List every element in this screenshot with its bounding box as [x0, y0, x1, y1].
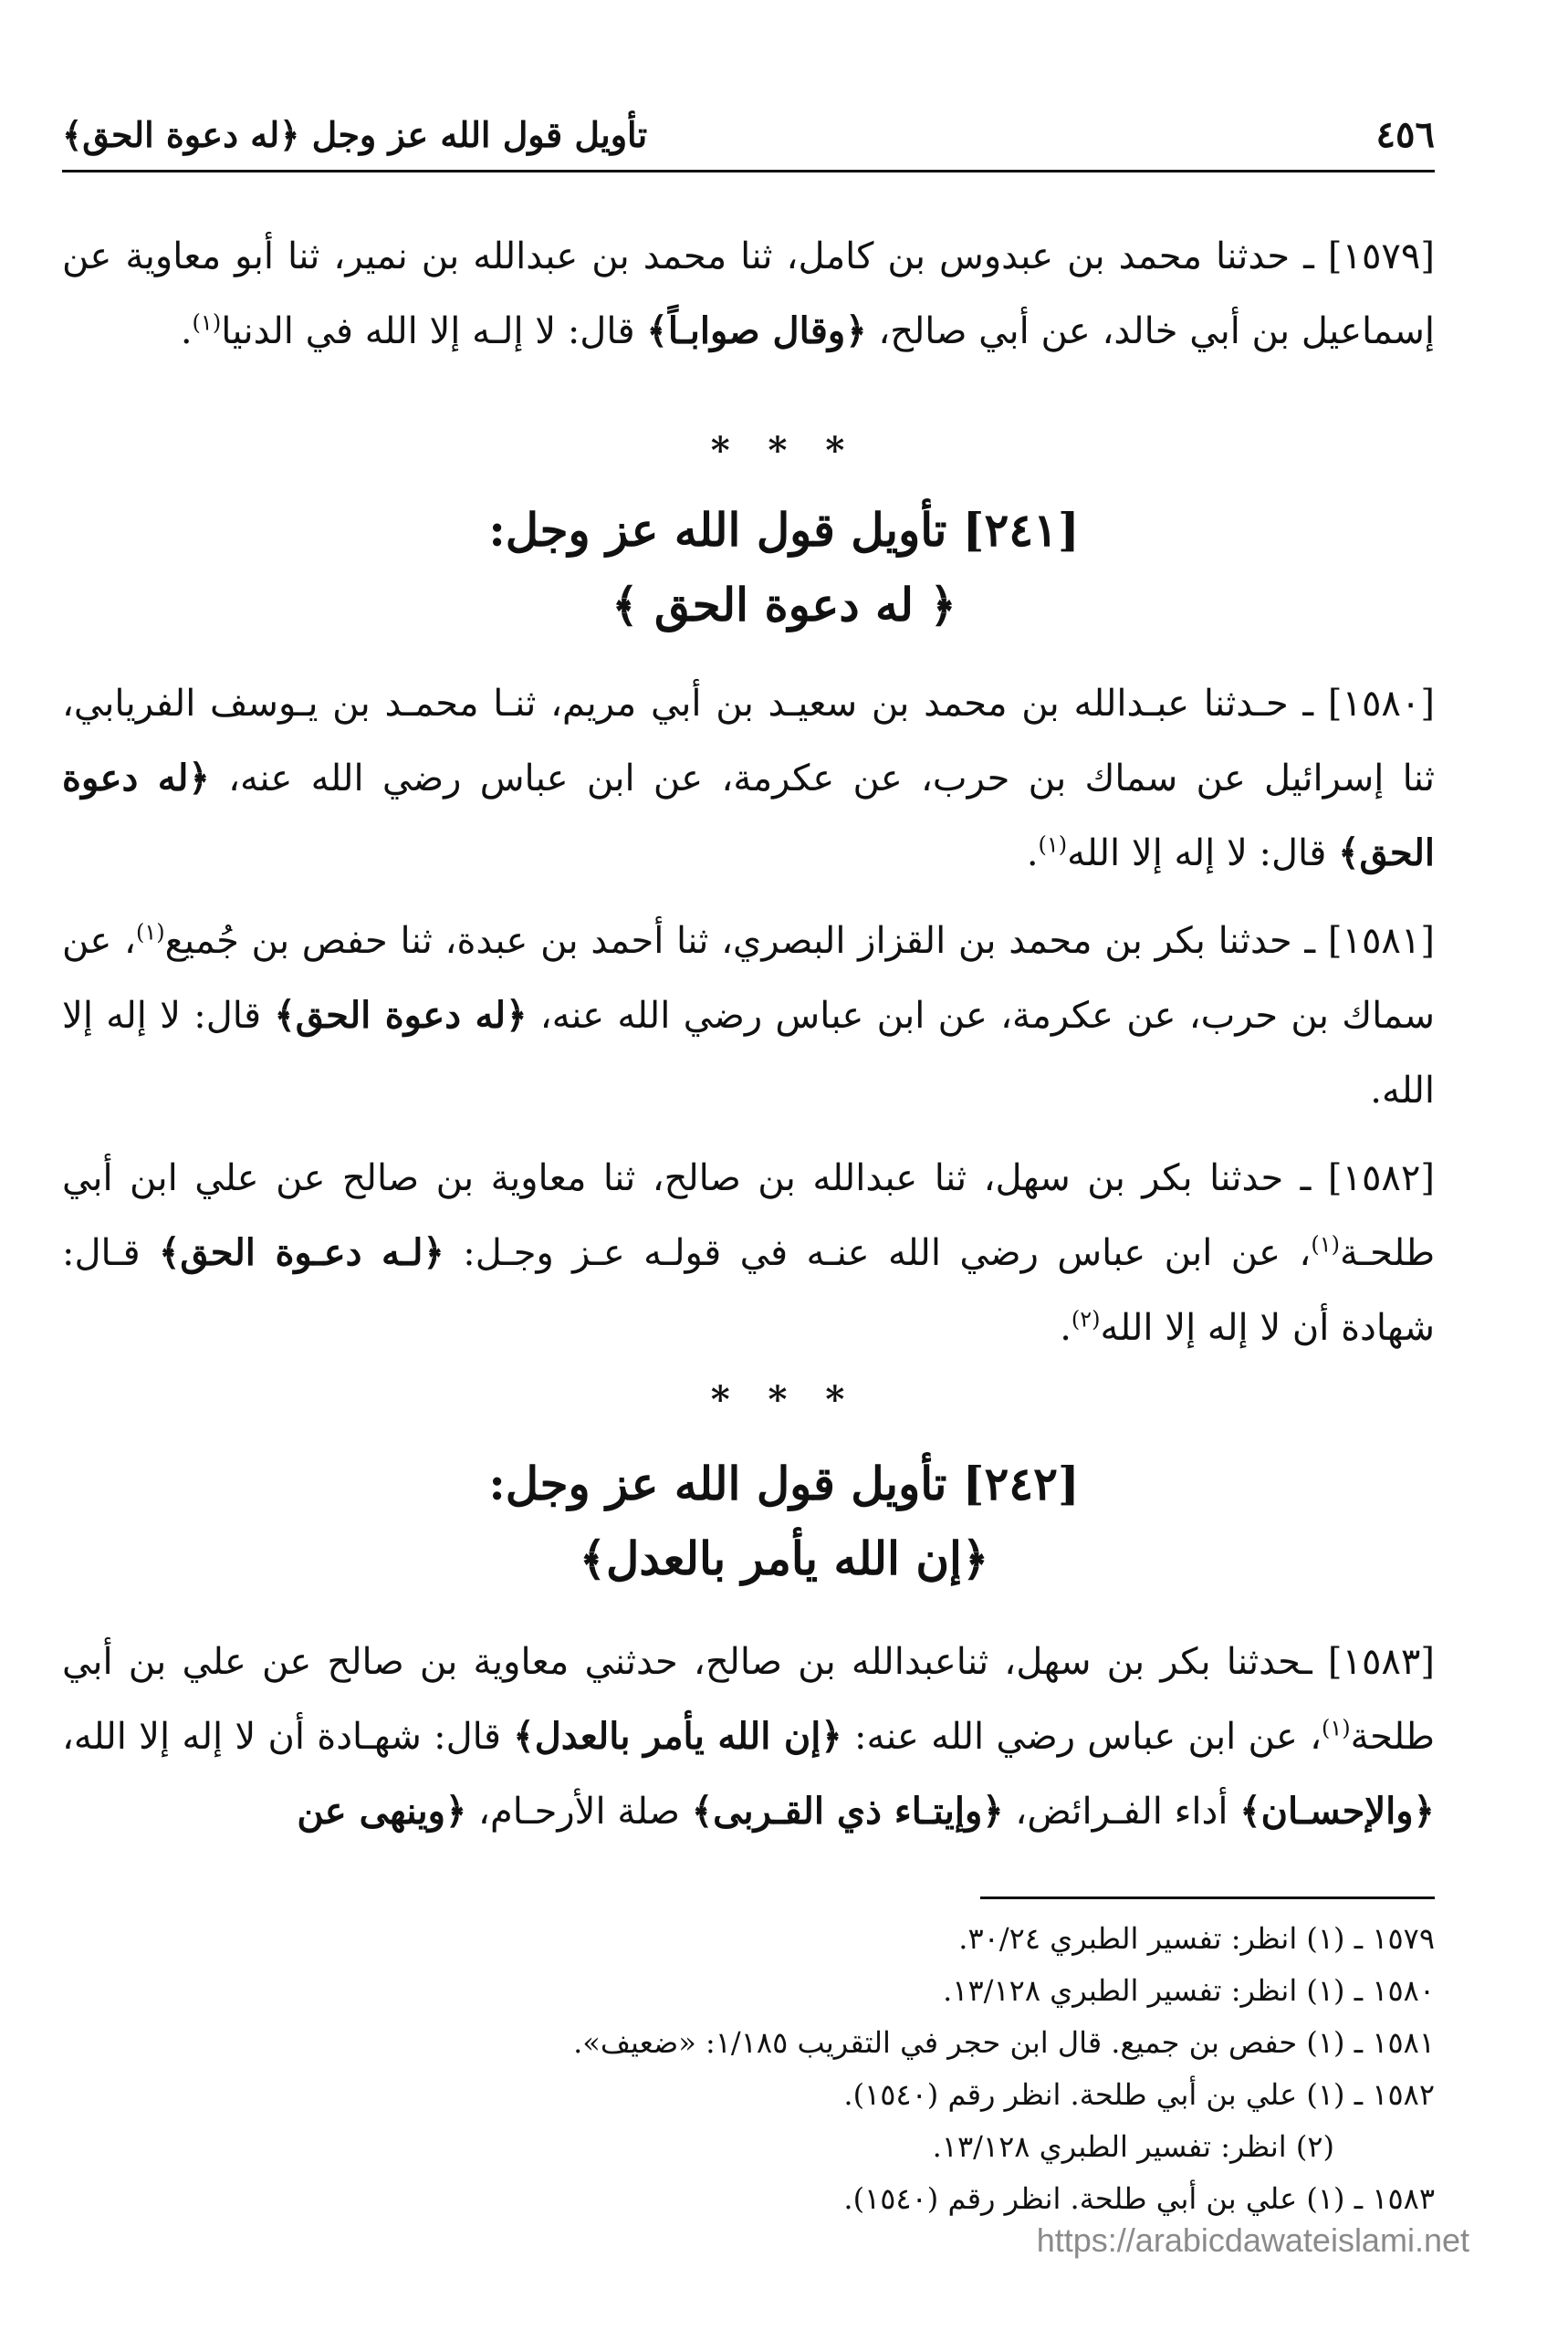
footnote-marker: (١): [1322, 1715, 1351, 1741]
chapter-title: [٢٤٢] تأويل قول الله عز وجل:: [488, 1457, 1080, 1510]
hadith-entry-1581: [62, 904, 1435, 1128]
quran-quote: ﴿إن الله يأمر بالعدل﴾: [513, 1715, 842, 1758]
footnote-line: (٢) انظر: تفسير الطبري ١٣/١٢٨.: [932, 2129, 1334, 2164]
entry-number: [١٥٨١]: [1327, 920, 1435, 962]
quran-quote: ﴿له دعوة الحق﴾: [274, 994, 528, 1037]
footnote-line: ١٥٨٠ ـ (١) انظر: تفسير الطبري ١٣/١٢٨.: [943, 1973, 1435, 2008]
entry-text: ـ حدثنا بكر بن محمد بن القزاز البصري، ثنا أحمد بن عبدة، ثنا حفص بن جُميع: [164, 920, 1328, 962]
entry-number: [١٥٨٠]: [1327, 683, 1435, 725]
page-number: ٤٥٦: [1375, 112, 1435, 156]
hadith-entry-1583: [62, 1625, 1435, 1849]
section-separator: * * *: [710, 429, 858, 472]
chapter-title: [٢٤١] تأويل قول الله عز وجل:: [488, 503, 1080, 557]
entry-number: [١٥٨٢]: [1327, 1157, 1435, 1199]
quran-quote: ﴿والإحسـان﴾: [1239, 1790, 1435, 1833]
footnote-line: ١٥٨٣ ـ (١) علي بن أبي طلحة. انظر رقم (١٥٤٠).: [843, 2181, 1435, 2216]
entry-text: .: [1060, 1307, 1071, 1349]
entry-text: .: [1026, 832, 1039, 874]
footnote-line: ١٥٨٢ ـ (١) علي بن أبي طلحة. انظر رقم (١٥٤٠).: [843, 2077, 1435, 2112]
entry-text: أداء الفـرائض،: [1003, 1791, 1240, 1833]
quran-quote: ﴿له دعوة الحق﴾: [62, 757, 1435, 874]
entry-text: ، عن سماك بن حرب، عن عكرمة، عن ابن عباس رضي الله عنه،: [62, 920, 1435, 1037]
chapter-heading-242: [0, 1447, 1568, 1596]
entry-number: [١٥٧٩]: [1327, 235, 1435, 277]
quran-quote: ﴿وإيتـاء ذي القـربى﴾: [691, 1790, 1004, 1833]
entry-text: قال: لا إله إلا الله: [1067, 832, 1339, 874]
running-header-title: تأويل قول الله عز وجل ﴿له دعوة الحق﴾: [62, 113, 648, 155]
quran-quote: ﴿لـه دعـوة الحق﴾: [158, 1231, 444, 1274]
entry-number: [١٥٨٣]: [1327, 1641, 1435, 1683]
footnote-marker: (١): [1311, 1231, 1340, 1258]
entry-text: ، عن ابن عباس رضي الله عنـه في قولـه عـز وجـل:: [444, 1232, 1312, 1274]
chapter-verse: ﴿إن الله يأمر بالعدل﴾: [579, 1531, 989, 1585]
footnote-marker: (٢): [1071, 1306, 1101, 1332]
header-rule: [62, 170, 1435, 172]
chapter-heading-241: [0, 493, 1568, 643]
footnote-marker: (١): [192, 309, 222, 336]
section-separator: * * *: [710, 1378, 858, 1421]
entry-text: قال: شهـادة أن لا إله إلا الله،: [62, 1716, 514, 1758]
entry-text: قال: لا إلـه إلا الله في الدنيا: [221, 310, 647, 352]
footnote-marker: (١): [135, 919, 165, 946]
entry-text: ـ حدثنا محمد بن عبدوس بن كامل، ثنا محمد بن عبدالله بن نمير، ثنا أبو معاوية عن إسماعيل بن أبي خالد، عن أبي صالح،: [62, 235, 1435, 352]
entry-text: ـ حدثنا بكر بن سهل، ثنا عبدالله بن صالح، ثنا معاوية بن صالح عن علي ابن أبي طلحـة: [62, 1157, 1436, 1274]
watermark-url: https://arabicdawateislami.net: [1036, 2221, 1469, 2259]
entry-text: قـال: شهادة أن لا إله إلا الله: [62, 1232, 1435, 1349]
entry-text: ـحدثنا بكر بن سهل، ثناعبدالله بن صالح، حدثني معاوية بن صالح عن علي بن أبي طلحة: [62, 1641, 1435, 1758]
quran-quote: ﴿وينهى عن: [297, 1790, 467, 1833]
entry-text: قال: لا إله إلا الله.: [62, 995, 1435, 1112]
entry-text: ـ حـدثنا عبـدالله بن محمد بن سعيـد بن أبي مريم، ثنـا محمـد بن يـوسف الفريابي، ثنا إسرائيل عن سماك بن حرب، عن عكرمة، عن ابن عباس رضي الله عنه،: [62, 683, 1435, 799]
hadith-entry-1579: [62, 219, 1435, 369]
quran-quote: ﴿وقال صوابـاً﴾: [646, 309, 867, 352]
footnote-rule: [980, 1896, 1435, 1899]
entry-text: .: [180, 310, 193, 352]
entry-text: ، عن ابن عباس رضي الله عنه:: [841, 1716, 1322, 1758]
chapter-verse: ﴿ له دعوة الحق ﴾: [612, 578, 956, 632]
entry-text: صلة الأرحـام،: [466, 1791, 692, 1833]
footnote-line: ١٥٨١ ـ (١) حفص بن جميع. قال ابن حجر في التقريب ١/١٨٥: «ضعيف».: [573, 2025, 1435, 2060]
footnote-marker: (١): [1038, 831, 1068, 858]
footnotes: [62, 1913, 1435, 2225]
hadith-entry-1582: [62, 1141, 1435, 1365]
running-header: [62, 102, 1435, 166]
hadith-entry-1580: [62, 666, 1435, 891]
footnote-line: ١٥٧٩ ـ (١) انظر: تفسير الطبري ٣٠/٢٤.: [958, 1921, 1435, 1956]
